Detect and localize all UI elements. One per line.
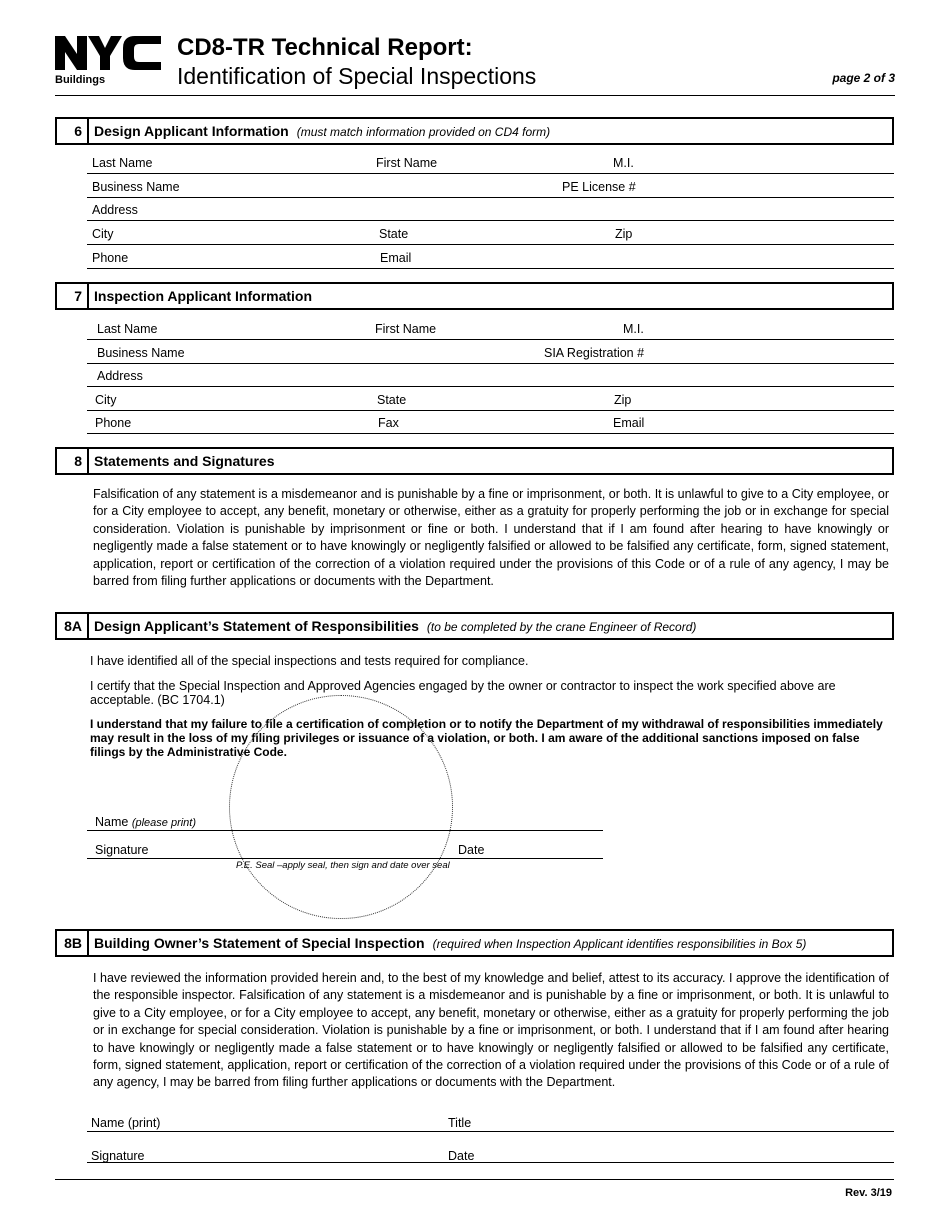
first-name-field[interactable]: First Name xyxy=(375,322,437,336)
owner-name-input-line[interactable] xyxy=(87,1131,894,1132)
nyc-buildings-logo xyxy=(55,34,165,88)
email-field[interactable]: Email xyxy=(380,251,412,265)
footer-divider xyxy=(55,1179,894,1180)
section-number: 8A xyxy=(57,614,89,638)
page-number: page 2 of 3 xyxy=(832,71,895,85)
section-8-header xyxy=(55,447,894,475)
signature-label: Signature xyxy=(95,843,149,857)
name-input-line[interactable] xyxy=(87,830,603,831)
address-field[interactable]: Address xyxy=(97,369,143,383)
name-hint: (please print) xyxy=(131,817,197,829)
s6-business-row xyxy=(87,174,894,198)
section-note: (must match information provided on CD4 form) xyxy=(296,125,551,139)
city-field[interactable]: City xyxy=(95,393,117,407)
signature-input-line[interactable] xyxy=(87,858,603,859)
section-title-text: Design Applicant’s Statement of Responsibilities xyxy=(94,618,419,634)
state-field[interactable]: State xyxy=(377,393,407,407)
name-label xyxy=(95,815,196,829)
section-8a-header xyxy=(55,612,894,640)
s6-phone-row xyxy=(87,245,894,269)
page-subtitle: Identification of Special Inspections xyxy=(177,63,537,89)
zip-field[interactable]: Zip xyxy=(614,393,632,407)
section-title-text: Design Applicant Information xyxy=(94,123,289,139)
s7-city-row xyxy=(87,387,894,411)
date-label: Date xyxy=(458,843,485,857)
seal-instruction: P.E. Seal –apply seal, then sign and date over seal xyxy=(236,860,450,871)
mi-field[interactable]: M.I. xyxy=(623,322,644,336)
section-7-header xyxy=(55,282,894,310)
section-number: 7 xyxy=(57,284,89,308)
section-title xyxy=(89,123,550,139)
s7-name-row xyxy=(87,316,894,340)
responsibility-line-1: I have identified all of the special inspections and tests required for compliance. xyxy=(90,654,529,668)
pe-license-field[interactable]: PE License # xyxy=(562,180,636,194)
zip-field[interactable]: Zip xyxy=(615,227,633,241)
first-name-field[interactable]: First Name xyxy=(376,156,438,170)
section-title-text: Building Owner’s Statement of Special Inspection xyxy=(94,935,425,951)
business-name-field[interactable]: Business Name xyxy=(92,180,180,194)
section-number: 6 xyxy=(57,119,89,143)
owner-name-label: Name (print) xyxy=(91,1116,161,1130)
s7-business-row xyxy=(87,340,894,364)
section-title: Statements and Signatures xyxy=(94,453,275,469)
responsibility-line-2: I certify that the Special Inspection and Approved Agencies engaged by the owner or contractor to inspect the work specified above are acceptable. (BC 1704.1) xyxy=(90,679,836,707)
revision-label: Rev. 3/19 xyxy=(845,1187,892,1199)
phone-field[interactable]: Phone xyxy=(92,251,129,265)
owner-signature-label: Signature xyxy=(91,1149,145,1163)
mi-field[interactable]: M.I. xyxy=(613,156,634,170)
page-header xyxy=(55,34,895,96)
responsibility-bold-statement: I understand that my failure to file a certification of completion or to notify the Department of my withdrawal of responsibilities immediately may result in the loss of my filing privileges or issuance of a violation, or both. I am aware of the additional sanctions imposed on false filings by the Administrative Code. xyxy=(90,717,883,759)
section-8b-header xyxy=(55,929,894,957)
fax-field[interactable]: Fax xyxy=(378,416,399,430)
section-number: 8B xyxy=(57,931,89,955)
owner-title-label: Title xyxy=(448,1116,472,1130)
last-name-field[interactable]: Last Name xyxy=(92,156,153,170)
section-number: 8 xyxy=(57,449,89,473)
city-field[interactable]: City xyxy=(92,227,114,241)
address-field[interactable]: Address xyxy=(92,203,138,217)
name-label-text: Name xyxy=(95,815,129,829)
owner-date-label: Date xyxy=(448,1149,475,1163)
section-title xyxy=(89,618,696,634)
page-title: CD8-TR Technical Report: xyxy=(177,34,473,61)
state-field[interactable]: State xyxy=(379,227,409,241)
pe-seal-circle xyxy=(229,695,453,919)
owner-statement-paragraph: I have reviewed the information provided herein and, to the best of my knowledge and belief, attest to its accuracy. I approve the identification of the responsible inspector. Falsification of any statement is a misdemeanor and is punishable by a fine or imprisonment, or both. It is unlawful to give to a City employee, or for a City employee to accept, any benefit, monetary or otherwise, either as a gratuity for properly performing the job or in exchange for special consideration. Violation is punishable by a fine or imprisonment, or both. I understand that if I am found after hearing to have knowingly or negligently made a false statement or to have knowingly or negligently falsified or allowed to be falsified any certificate, form, signed statement, application, report or certification of the correction of a violation required under the provisions of this Code or of a rule of any agency, I may be barred from filing further applications or documents with the Department. xyxy=(93,971,889,1090)
business-name-field[interactable]: Business Name xyxy=(97,346,185,360)
last-name-field[interactable]: Last Name xyxy=(97,322,158,336)
sia-registration-field[interactable]: SIA Registration # xyxy=(544,346,645,360)
phone-field[interactable]: Phone xyxy=(95,416,132,430)
section-title xyxy=(89,935,806,951)
s6-name-row xyxy=(87,150,894,174)
s7-address-row xyxy=(87,363,894,387)
nyc-logo-icon xyxy=(55,34,163,72)
s6-city-row xyxy=(87,221,894,245)
logo-subtitle: Buildings xyxy=(55,74,106,86)
owner-signature-input-line[interactable] xyxy=(87,1162,894,1163)
email-field[interactable]: Email xyxy=(613,416,645,430)
section-note: (required when Inspection Applicant identifies responsibilities in Box 5) xyxy=(432,937,807,951)
s7-phone-row xyxy=(87,410,894,434)
s6-address-row xyxy=(87,197,894,221)
section-note: (to be completed by the crane Engineer of Record) xyxy=(426,620,697,634)
section-title: Inspection Applicant Information xyxy=(94,288,313,304)
section-6-header xyxy=(55,117,894,145)
statement-paragraph: Falsification of any statement is a misdemeanor and is punishable by a fine or imprisonment, or both. It is unlawful to give to a City employee, or for a City employee to accept, any benefit, monetary or otherwise, either as a gratuity for properly performing the job or in exchange for special consideration. Violation is punishable by imprisonment or fine or both. I understand that if I am found after hearing to have knowingly or negligently made a false statement or to have knowingly or negligently falsified or allowed to be falsified any certificate, form, signed statement, application, report or certification of the correction of a violation required under the provisions of this Code or of a rule of any agency, I may be barred from filing further applications or documents with the Department. xyxy=(93,487,889,589)
